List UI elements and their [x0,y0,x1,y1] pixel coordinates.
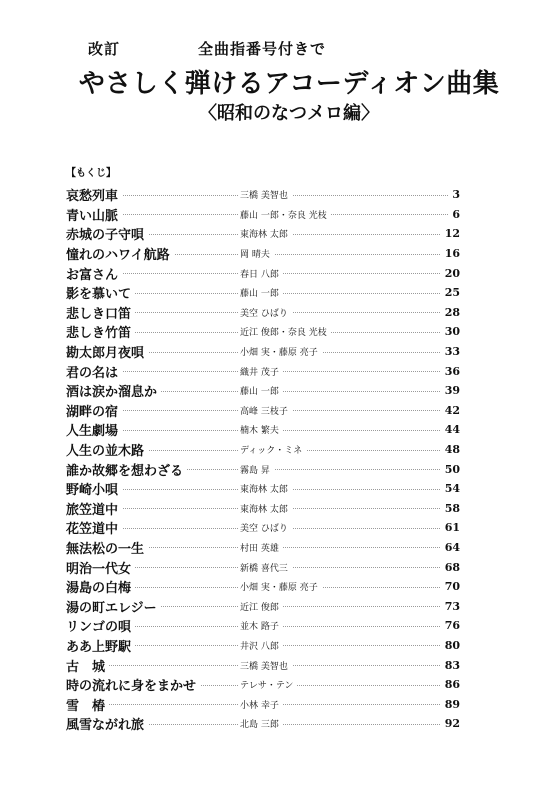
song-title: お富さん [66,264,122,283]
song-title: 雪 椿 [66,695,109,714]
song-title: 花笠道中 [66,518,122,537]
song-artist: 美空 ひばり [238,306,292,319]
song-title: 人生劇場 [66,420,122,439]
edition-title: 〈昭和のなつメロ編〉 [199,103,379,124]
song-title: 湯の町エレジー [66,597,161,616]
song-title: 誰か故郷を想わざる [66,460,187,479]
page-number: 58 [441,502,460,515]
page-number: 33 [441,345,460,358]
song-artist: 並木 路子 [238,619,283,632]
toc-entry [66,596,460,616]
song-artist: ディック・ミネ [238,443,306,456]
page-number: 20 [441,267,460,280]
song-artist: 織井 茂子 [238,365,283,378]
toc-label: 【もくじ】 [66,168,116,179]
song-title: 悲しき口笛 [66,303,135,322]
song-artist: 小畑 実・藤原 亮子 [238,345,322,358]
toc-entry [66,420,460,440]
page-number: 70 [441,580,460,593]
song-artist: 小林 幸子 [238,698,283,711]
toc-entry [66,714,460,734]
song-artist: 高峰 三枝子 [238,404,292,417]
song-artist: 近江 俊郎 [238,600,283,613]
song-title: 影を慕いて [66,283,135,302]
page-number: 36 [441,365,460,378]
toc-entry [66,459,460,479]
song-title: 湯島の白梅 [66,577,135,596]
song-artist: 近江 俊郎・奈良 光枝 [238,325,331,338]
toc-list [66,185,460,734]
song-artist: 東海林 太郎 [238,502,292,515]
toc-entry [66,636,460,656]
toc-entry [66,224,460,244]
page-number: 80 [441,639,460,652]
toc-entry [66,401,460,421]
page-number: 76 [441,619,460,632]
toc-entry [66,655,460,675]
song-artist: 三橋 美智也 [238,188,292,201]
page-number: 92 [441,717,460,730]
page-number: 64 [441,541,460,554]
song-artist: 霧島 昇 [238,463,274,476]
song-title: 風雪ながれ旅 [66,714,148,733]
song-artist: 藤山 一郎 [238,286,283,299]
song-artist: 岡 晴夫 [238,247,274,260]
toc-entry [66,694,460,714]
page-number: 12 [441,227,460,240]
song-title: 赤城の子守唄 [66,224,148,243]
song-title: 青い山脈 [66,205,122,224]
song-artist: 小畑 実・藤原 亮子 [238,580,322,593]
song-title: ああ上野駅 [66,636,135,655]
song-title: 野崎小唄 [66,479,122,498]
toc-entry [66,479,460,499]
song-artist: 三橋 美智也 [238,659,292,672]
song-title: 時の流れに身をまかせ [66,675,200,694]
song-title: 哀愁列車 [66,185,122,204]
song-title: 憧れのハワイ航路 [66,244,174,263]
page-number: 83 [441,659,460,672]
page-number: 16 [441,247,460,260]
header-revised: 改訂 [88,40,121,58]
song-artist: 春日 八郎 [238,267,283,280]
page-number: 30 [441,325,460,338]
page-number: 44 [441,423,460,436]
book-title: やさしく弾けるアコーディオン曲集 [78,69,500,99]
page-number: 86 [441,678,460,691]
page-number: 73 [441,600,460,613]
song-artist: 美空 ひばり [238,521,292,534]
toc-entry [66,263,460,283]
song-title: 人生の並木路 [66,440,148,459]
song-artist: テレサ・テン [238,678,297,691]
page-number: 25 [441,286,460,299]
toc-entry [66,303,460,323]
toc-entry [66,577,460,597]
toc-entry [66,244,460,264]
page-number: 39 [441,384,460,397]
song-title: 無法松の一生 [66,538,148,557]
page-number: 54 [441,482,460,495]
page-number: 89 [441,698,460,711]
toc-entry [66,518,460,538]
toc-entry [66,557,460,577]
page-number: 48 [441,443,460,456]
page-number: 3 [448,188,460,201]
toc-entry [66,675,460,695]
song-artist: 藤山 一郎 [238,384,283,397]
song-title: 旅笠道中 [66,499,122,518]
song-artist: 北島 三郎 [238,717,283,730]
song-title: 勘太郎月夜唄 [66,342,148,361]
page-number: 6 [448,208,460,221]
song-title: 明治一代女 [66,558,135,577]
page-number: 50 [441,463,460,476]
song-artist: 藤山 一郎・奈良 光枝 [238,208,331,221]
song-artist: 楠木 繁夫 [238,423,283,436]
song-artist: 東海林 太郎 [238,482,292,495]
toc-entry [66,185,460,205]
page-number: 68 [441,561,460,574]
toc-entry [66,538,460,558]
toc-entry [66,499,460,519]
page-number: 61 [441,521,460,534]
song-artist: 新橋 喜代三 [238,561,292,574]
song-title: 悲しき竹笛 [66,322,135,341]
toc-entry [66,322,460,342]
page-number: 42 [441,404,460,417]
header-subtitle: 全曲指番号付きで [198,40,327,58]
toc-entry [66,283,460,303]
song-title: 古 城 [66,656,109,675]
song-title: 湖畔の宿 [66,401,122,420]
toc-entry [66,342,460,362]
toc-entry [66,205,460,225]
toc-entry [66,616,460,636]
song-title: リンゴの唄 [66,616,135,635]
song-title: 君の名は [66,362,122,381]
page-number: 28 [441,306,460,319]
toc-entry [66,361,460,381]
toc-entry [66,440,460,460]
toc-entry [66,381,460,401]
song-artist: 東海林 太郎 [238,227,292,240]
song-title: 酒は涙か溜息か [66,381,161,400]
song-artist: 井沢 八郎 [238,639,283,652]
song-artist: 村田 英雄 [238,541,283,554]
